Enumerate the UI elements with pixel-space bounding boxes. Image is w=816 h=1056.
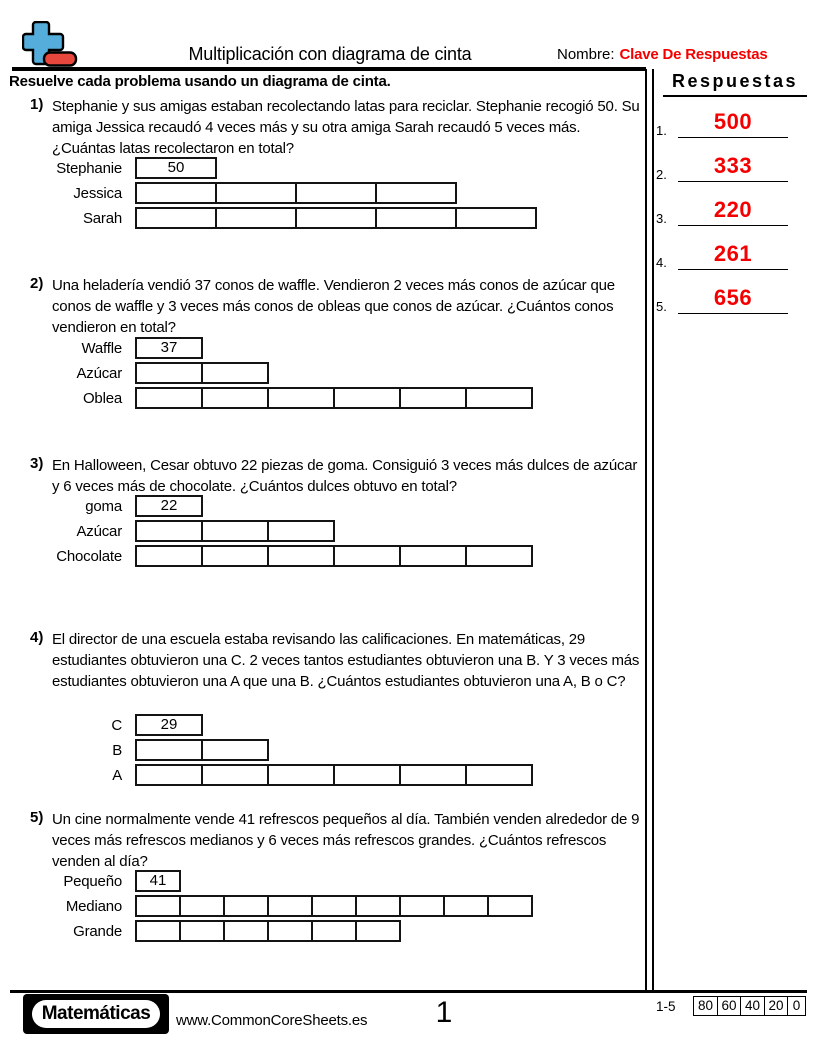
tape-cell: 37 xyxy=(135,337,203,359)
tape-cells xyxy=(135,895,533,917)
answer-item-3 xyxy=(654,194,790,226)
problem-number: 3) xyxy=(30,455,44,472)
tape-cell xyxy=(267,764,335,786)
header-divider xyxy=(12,67,646,71)
tape-cell xyxy=(201,362,269,384)
name-label: Nombre: xyxy=(557,46,615,63)
tape-row-label: Azúcar xyxy=(76,364,122,382)
tape-cell xyxy=(375,182,457,204)
tape-row xyxy=(28,207,537,229)
tape-row xyxy=(28,739,533,761)
tape-row xyxy=(28,714,533,736)
tape-cell xyxy=(135,764,203,786)
tape-cell xyxy=(355,920,401,942)
score-cell: 60 xyxy=(717,996,742,1016)
tape-cell xyxy=(135,387,203,409)
tape-cell xyxy=(267,545,335,567)
tape-cell xyxy=(465,545,533,567)
tape-cell xyxy=(135,362,203,384)
page-number: 1 xyxy=(435,996,453,1029)
tape-diagram xyxy=(28,870,533,945)
tape-cell xyxy=(399,545,467,567)
tape-cell xyxy=(201,739,269,761)
score-cell: 0 xyxy=(787,996,806,1016)
answer-item-2 xyxy=(654,150,790,182)
tape-cell xyxy=(399,895,445,917)
answer-number: 1. xyxy=(656,123,667,138)
tape-row xyxy=(28,495,533,517)
tape-cell xyxy=(223,920,269,942)
tape-row-label: Oblea xyxy=(82,389,122,407)
logo-minus-icon xyxy=(44,53,76,66)
tape-cell xyxy=(215,207,297,229)
problem-2 xyxy=(28,275,648,453)
name-row xyxy=(557,46,767,63)
problem-number: 1) xyxy=(30,96,44,113)
tape-cell xyxy=(375,207,457,229)
tape-cell xyxy=(333,387,401,409)
answer-value: 333 xyxy=(678,153,788,182)
answer-value: 261 xyxy=(678,241,788,270)
tape-row-label: Stephanie xyxy=(56,159,122,177)
score-cell: 40 xyxy=(740,996,765,1016)
problem-text: Stephanie y sus amigas estaban recolectando latas para reciclar. Stephanie recogió 50. Su amiga Jessica recaudó 4 veces más y su otra amiga Sarah recaudó 5 veces más. ¿Cuántas latas recolectaron en total? xyxy=(52,98,640,157)
problem-number: 4) xyxy=(30,629,44,646)
tape-cells xyxy=(135,337,203,359)
tape-cell xyxy=(223,895,269,917)
tape-cell xyxy=(311,895,357,917)
tape-cells xyxy=(135,739,269,761)
tape-cell xyxy=(455,207,537,229)
tape-cells xyxy=(135,362,269,384)
tape-cell xyxy=(201,520,269,542)
tape-diagram xyxy=(28,157,537,232)
tape-row xyxy=(28,520,533,542)
tape-cell xyxy=(135,520,203,542)
tape-row xyxy=(28,920,533,942)
score-range-label: 1-5 xyxy=(656,999,676,1014)
answer-item-1 xyxy=(654,106,790,138)
tape-cells xyxy=(135,545,533,567)
tape-row-label: Waffle xyxy=(81,339,122,357)
tape-row xyxy=(28,764,533,786)
answer-item-4 xyxy=(654,238,790,270)
brand-badge xyxy=(23,994,169,1034)
tape-cell xyxy=(215,182,297,204)
answer-number: 3. xyxy=(656,211,667,226)
tape-cell xyxy=(399,764,467,786)
tape-cell xyxy=(201,387,269,409)
tape-cell xyxy=(295,207,377,229)
tape-row xyxy=(28,895,533,917)
tape-cell xyxy=(333,545,401,567)
problem-number: 5) xyxy=(30,809,44,826)
tape-row-label: Mediano xyxy=(65,897,122,915)
tape-cell xyxy=(443,895,489,917)
answer-value: 220 xyxy=(678,197,788,226)
problem-text: En Halloween, Cesar obtuvo 22 piezas de goma. Consiguió 3 veces más dulces de azúcar y 6 veces más de chocolate. ¿Cuántos dulces obtuvo en total? xyxy=(52,457,638,495)
tape-diagram xyxy=(28,714,533,789)
tape-cell xyxy=(135,207,217,229)
tape-cell xyxy=(487,895,533,917)
tape-row-label: Grande xyxy=(73,922,122,940)
page-title: Multiplicación con diagrama de cinta xyxy=(188,44,472,64)
tape-row xyxy=(28,545,533,567)
tape-cell xyxy=(179,895,225,917)
answer-number: 5. xyxy=(656,299,667,314)
tape-diagram xyxy=(28,495,533,570)
tape-row-label: A xyxy=(112,766,122,784)
problem-1 xyxy=(28,96,648,274)
brand-name: Matemáticas xyxy=(32,1000,161,1028)
answer-value: 500 xyxy=(678,109,788,138)
tape-row-label: goma xyxy=(85,497,122,515)
tape-row xyxy=(28,362,533,384)
tape-cells xyxy=(135,920,401,942)
problem-number: 2) xyxy=(30,275,44,292)
website-url: www.CommonCoreSheets.es xyxy=(176,1012,368,1029)
tape-cell xyxy=(179,920,225,942)
tape-row xyxy=(28,387,533,409)
problem-text: Un cine normalmente vende 41 refrescos pequeños al día. También venden alrededor de 9 veces más refrescos medianos y 6 veces más refrescos grandes. ¿Cuántos refrescos venden al día? xyxy=(52,811,640,870)
answer-item-5 xyxy=(654,282,790,314)
tape-row-label: Jessica xyxy=(73,184,122,202)
problem-text: Una heladería vendió 37 conos de waffle. Vendieron 2 veces más conos de azúcar que conos de waffle y 3 veces más conos de obleas que conos de azúcar. ¿Cuántos conos vendieron en total? xyxy=(52,277,615,336)
tape-cell xyxy=(135,895,181,917)
tape-cells xyxy=(135,714,203,736)
tape-cell xyxy=(201,764,269,786)
tape-cell xyxy=(465,764,533,786)
tape-cell: 41 xyxy=(135,870,181,892)
tape-cells xyxy=(135,157,217,179)
tape-cell: 50 xyxy=(135,157,217,179)
tape-cell xyxy=(355,895,401,917)
tape-cell xyxy=(135,545,203,567)
tape-cell xyxy=(267,520,335,542)
tape-cells xyxy=(135,182,457,204)
footer-divider xyxy=(10,990,807,993)
tape-cell xyxy=(135,920,181,942)
tape-row-label: Azúcar xyxy=(76,522,122,540)
tape-row-label: Chocolate xyxy=(56,547,122,565)
tape-cells xyxy=(135,520,335,542)
tape-cell: 22 xyxy=(135,495,203,517)
tape-row xyxy=(28,157,537,179)
tape-cell xyxy=(201,545,269,567)
tape-cells xyxy=(135,387,533,409)
tape-cell xyxy=(399,387,467,409)
tape-cell xyxy=(295,182,377,204)
problem-text: El director de una escuela estaba revisando las calificaciones. En matemáticas, 29 estudiantes obtuvieron una C. 2 veces tantos estudiantes obtuvieron una B. Y 3 veces más estudiantes obtuvieron una A que una B. ¿Cuántos estudiantes obtuvieron una A, B o C? xyxy=(52,631,640,690)
score-cell: 80 xyxy=(693,996,718,1016)
tape-row-label: Sarah xyxy=(82,209,122,227)
tape-diagram xyxy=(28,337,533,412)
problem-3 xyxy=(28,455,648,625)
tape-cell xyxy=(267,920,313,942)
tape-row xyxy=(28,870,533,892)
score-table xyxy=(693,996,806,1016)
answer-number: 2. xyxy=(656,167,667,182)
tape-row-label: C xyxy=(111,716,122,734)
tape-cell xyxy=(267,387,335,409)
answer-value: 656 xyxy=(678,285,788,314)
tape-cell: 29 xyxy=(135,714,203,736)
tape-cells xyxy=(135,870,181,892)
tape-row xyxy=(28,182,537,204)
commoncoresheets-logo-icon xyxy=(22,21,80,69)
answer-number: 4. xyxy=(656,255,667,270)
tape-cells xyxy=(135,764,533,786)
tape-cell xyxy=(311,920,357,942)
problem-5 xyxy=(28,809,648,959)
tape-row xyxy=(28,337,533,359)
answers-title: Respuestas xyxy=(663,71,807,97)
name-value: Clave De Respuestas xyxy=(619,46,768,63)
tape-cell xyxy=(135,182,217,204)
tape-row-label: B xyxy=(112,741,122,759)
tape-cell xyxy=(465,387,533,409)
tape-cell xyxy=(267,895,313,917)
instruction-text: Resuelve cada problema usando un diagrama de cinta. xyxy=(9,73,391,90)
tape-cells xyxy=(135,207,537,229)
tape-row-label: Pequeño xyxy=(63,872,122,890)
score-cell: 20 xyxy=(764,996,789,1016)
problem-4 xyxy=(28,629,648,805)
tape-cell xyxy=(333,764,401,786)
tape-cell xyxy=(135,739,203,761)
tape-cells xyxy=(135,495,203,517)
